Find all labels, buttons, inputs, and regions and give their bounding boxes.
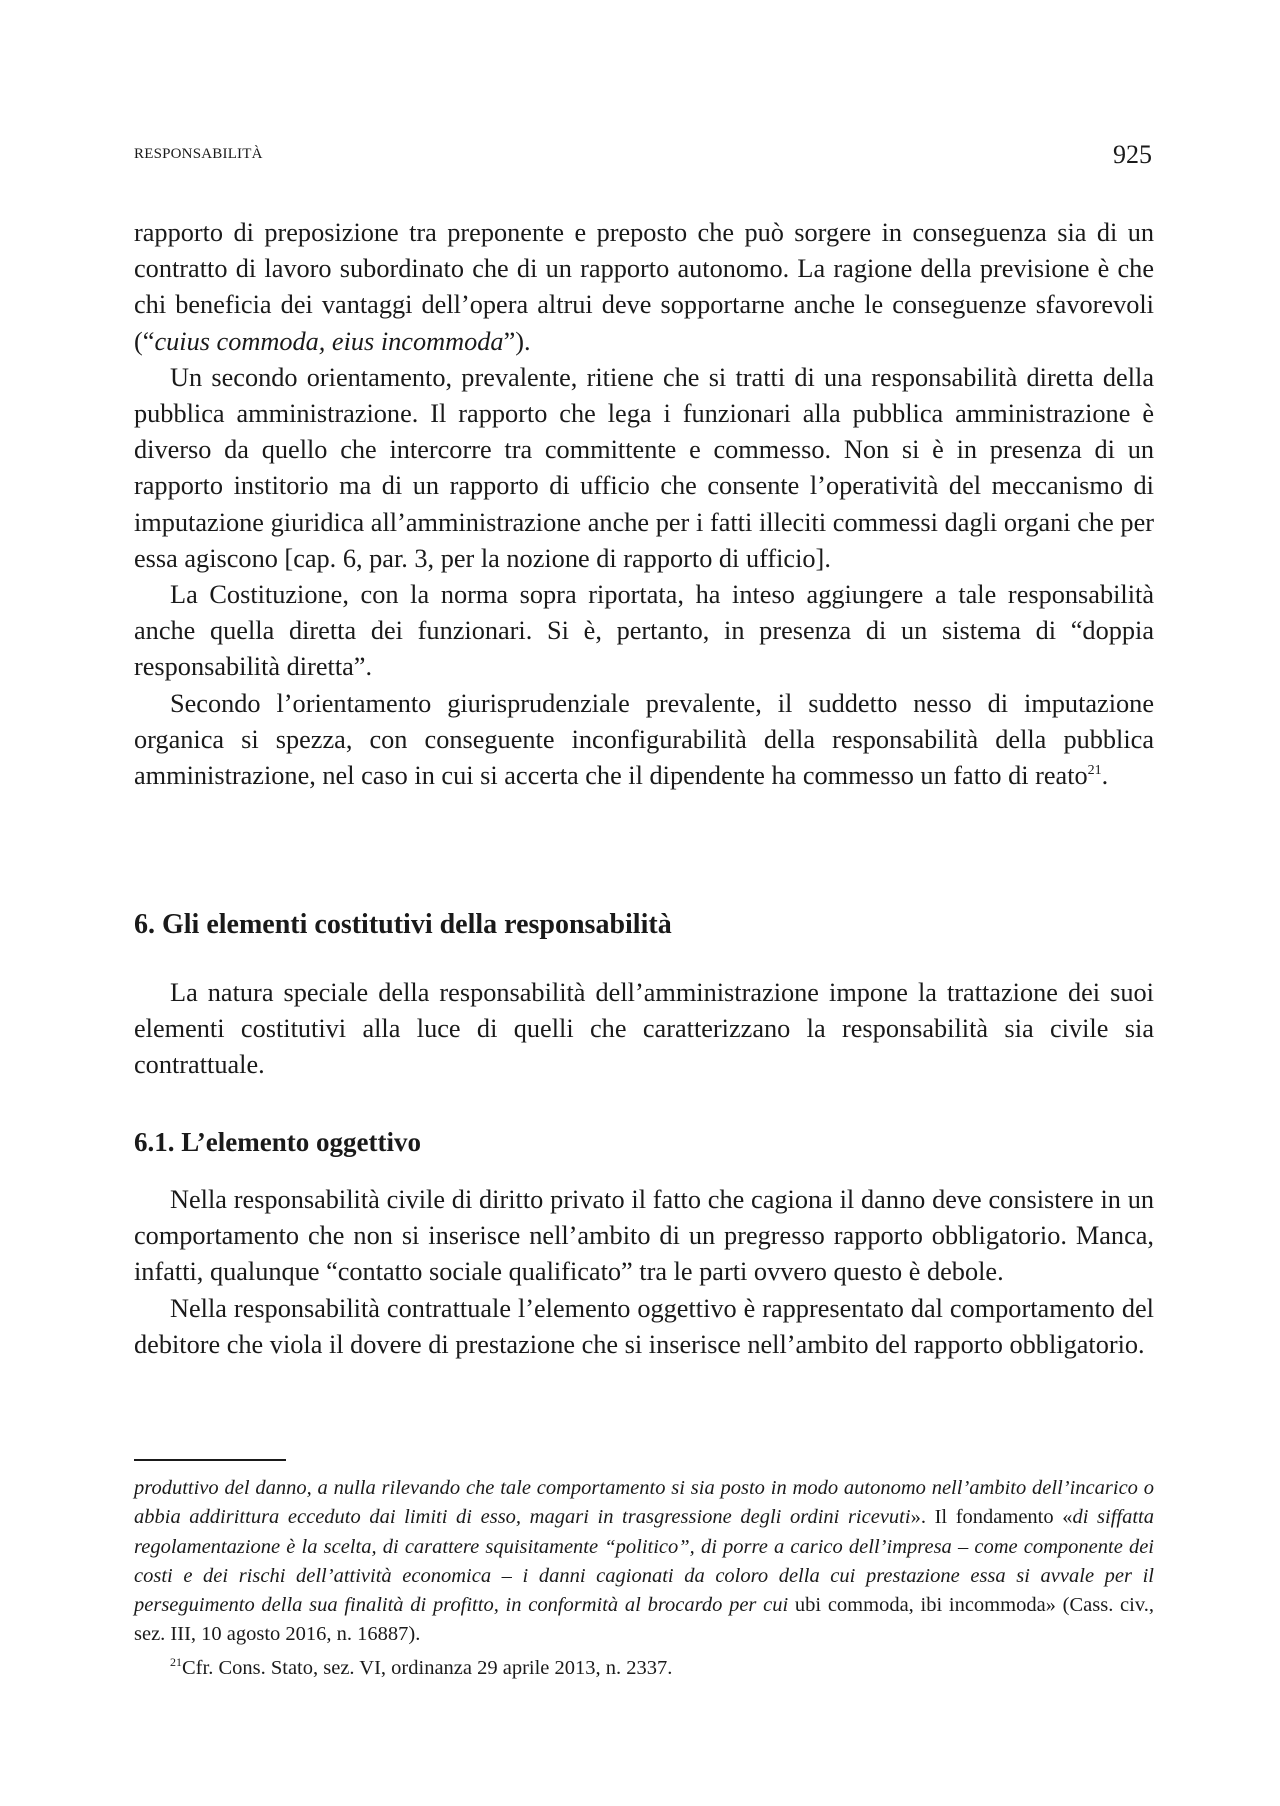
paragraph: Nella responsabilità civile di diritto privato il fatto che cagiona il danno deve consistere in un comportamento che non si inserisce nell’ambito di un pregresso rapporto obbligatorio. Manca, infatti, qualunque “contatto sociale qualificato” tra le parti ovvero questo è debole. <box>134 1185 1154 1287</box>
paragraph: Nella responsabilità contrattuale l’elemento oggettivo è rappresentato dal comportamento del debitore che viola il dovere di prestazione che si inserisce nell’ambito del rapporto obbligatorio. <box>134 1293 1154 1359</box>
running-head-title: RESPONSABILITÀ <box>134 146 263 162</box>
footnote-number: 21 <box>170 1654 182 1669</box>
subsection-heading: 6.1. L’elemento oggettivo <box>134 1127 421 1157</box>
footnotes <box>134 1474 1154 1683</box>
latin-phrase: cuius commoda, eius incommoda <box>154 326 504 356</box>
section-heading: 6. Gli elementi costitutivi della responsabilità <box>134 909 672 940</box>
body-text <box>134 215 1154 794</box>
paragraph: rapporto di preposizione tra preponente e preposto che può sorgere in conseguenza sia di un contratto di lavoro subordinato che di un rapporto autonomo. La ragione della previsione è che chi beneficia dei vantaggi dell’opera altrui deve sopportarne anche le conseguenze sfavorevoli (“cuius commoda, eius incommoda”). <box>134 218 1154 356</box>
paragraph: Un secondo orientamento, prevalente, ritiene che si tratti di una responsabilità diretta della pubblica amministrazione. Il rapporto che lega i funzionari alla pubblica amministrazione è diverso da quello che intercorre tra committente e commesso. Non si è in presenza di un rapporto institorio ma di un rapporto di ufficio che consente l’operatività del meccanismo di imputazione giuridica all’amministrazione anche per i fatti illeciti commessi dagli organi che per essa agiscono [cap. 6, par. 3, per la nozione di rapporto di ufficio]. <box>134 362 1154 573</box>
section-body <box>134 975 1154 1084</box>
footnote-21: $^{21}$Cfr. Cons. Stato, sez. VI, ordinanza 29 aprile 2013, n. 2337. <box>170 1654 673 1679</box>
paragraph: Secondo l’orientamento giurisprudenziale prevalente, il suddetto nesso di imputazione organica si spezza, con conseguente inconfigurabilità della responsabilità della pubblica amministrazione, nel caso in cui si accerta che il dipendente ha commesso un fatto di reato$^{21}$. <box>134 688 1154 791</box>
footnote-continued: produttivo del danno, a nulla rilevando che tale comportamento si sia posto in modo autonomo nell’ambito dell’incarico o abbia addirittura ecceduto dai limiti di esso, magari in trasgressione degli ordini ricevuti». Il fondamento «di siffatta regolamentazione è la scelta, di carattere squisitamente “politico”, di porre a carico dell’impresa – come componente dei costi e dei rischi dell’attività economica – i danni cagionati da coloro della cui prestazione essa si avvale per il perseguimento della sua finalità di profitto, in conformità al brocardo per cui ubi commoda, ibi incommoda» (Cass. civ., sez. III, 10 agosto 2016, n. 16887). <box>134 1477 1154 1646</box>
paragraph: La natura speciale della responsabilità dell’amministrazione impone la trattazione dei suoi elementi costitutivi alla luce di quelli che caratterizzano la responsabilità sia civile sia contrattuale. <box>134 978 1154 1080</box>
footnote-reference[interactable]: 21 <box>1087 763 1102 779</box>
footnote-divider <box>134 1459 286 1461</box>
page-number: 925 <box>1113 140 1152 169</box>
subsection-body <box>134 1182 1154 1363</box>
running-head <box>134 140 1158 170</box>
paragraph: La Costituzione, con la norma sopra riportata, ha inteso aggiungere a tale responsabilità anche quella diretta dei funzionari. Si è, pertanto, in presenza di un sistema di “doppia responsabilità diretta”. <box>134 580 1154 682</box>
